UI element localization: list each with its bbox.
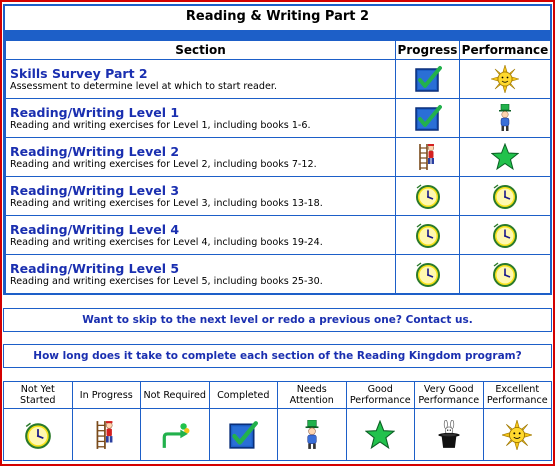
page-title: Reading & Writing Part 2 — [185, 9, 370, 24]
section-description: Assessment to determine level at which to start reader. — [10, 80, 277, 92]
performance-cell — [460, 216, 551, 255]
clock-icon — [414, 186, 442, 205]
legend-label: Good Performance — [346, 382, 415, 409]
section-title-link[interactable]: Reading/Writing Level 5 — [10, 260, 180, 276]
legend-label: Very Good Performance — [415, 382, 484, 409]
green-star-icon — [491, 147, 519, 166]
legend-icon-cell — [415, 409, 484, 461]
sections-panel — [3, 4, 552, 295]
section-title-link[interactable]: Skills Survey Part 2 — [10, 65, 148, 81]
performance-cell — [460, 99, 551, 138]
table-row — [6, 255, 551, 294]
table-row — [6, 60, 551, 99]
legend-label: In Progress — [72, 382, 141, 409]
section-cell — [6, 99, 396, 138]
legend-icon-cell — [278, 409, 347, 461]
man-green-hat-icon — [297, 424, 327, 443]
table-row — [6, 99, 551, 138]
legend-label: Not Yet Started — [4, 382, 73, 409]
section-cell — [6, 60, 396, 99]
performance-cell — [460, 60, 551, 99]
section-description: Reading and writing exercises for Level 1, including books 1-6. — [10, 119, 311, 131]
legend-label: Needs Attention — [278, 382, 347, 409]
legend-icon-cell — [4, 409, 73, 461]
section-description: Reading and writing exercises for Level 5, including books 25-30. — [10, 275, 323, 287]
progress-cell — [396, 216, 460, 255]
header-performance: Performance — [460, 41, 551, 60]
clock-icon — [491, 225, 519, 244]
ladder-climber-icon — [414, 147, 442, 166]
skip-arrow-icon — [160, 424, 190, 443]
section-cell — [6, 216, 396, 255]
checkbox-checked-icon — [414, 108, 442, 127]
legend-label: Completed — [209, 382, 278, 409]
title-divider — [5, 30, 550, 40]
legend-icon-cell — [141, 409, 210, 461]
legend-icon-cell — [483, 409, 552, 461]
duration-link[interactable]: How long does it take to complete each section of the Reading Kingdom program? — [33, 350, 522, 362]
performance-cell — [460, 177, 551, 216]
section-description: Reading and writing exercises for Level 2, including books 7-12. — [10, 158, 317, 170]
progress-cell — [396, 255, 460, 294]
legend-icon-cell — [72, 409, 141, 461]
legend-label: Not Required — [141, 382, 210, 409]
progress-cell — [396, 99, 460, 138]
checkbox-checked-icon — [414, 69, 442, 88]
status-legend — [3, 381, 552, 461]
sun-icon — [502, 424, 532, 443]
performance-cell — [460, 138, 551, 177]
contact-link[interactable]: Want to skip to the next level or redo a previous one? Contact us. — [82, 314, 473, 326]
table-row — [6, 216, 551, 255]
performance-cell — [460, 255, 551, 294]
clock-icon — [414, 225, 442, 244]
table-row — [6, 177, 551, 216]
green-star-icon — [365, 424, 395, 443]
clock-icon — [23, 424, 53, 443]
ladder-climber-icon — [91, 424, 121, 443]
contact-link-box — [3, 308, 552, 332]
section-title-link[interactable]: Reading/Writing Level 2 — [10, 143, 180, 159]
section-title-link[interactable]: Reading/Writing Level 3 — [10, 182, 180, 198]
clock-icon — [414, 264, 442, 283]
legend-icon-cell — [209, 409, 278, 461]
section-cell — [6, 138, 396, 177]
section-cell — [6, 255, 396, 294]
legend-icon-cell — [346, 409, 415, 461]
sections-table — [5, 40, 551, 294]
magic-hat-rabbit-icon — [434, 424, 464, 443]
section-cell — [6, 177, 396, 216]
checkbox-checked-icon — [228, 424, 258, 443]
sun-icon — [491, 69, 519, 88]
clock-icon — [491, 264, 519, 283]
progress-cell — [396, 177, 460, 216]
progress-cell — [396, 138, 460, 177]
section-title-link[interactable]: Reading/Writing Level 1 — [10, 104, 180, 120]
section-description: Reading and writing exercises for Level 4, including books 19-24. — [10, 236, 323, 248]
clock-icon — [491, 186, 519, 205]
header-progress: Progress — [396, 41, 460, 60]
header-section: Section — [6, 41, 396, 60]
table-header-row — [6, 41, 551, 60]
duration-link-box — [3, 344, 552, 368]
table-row — [6, 138, 551, 177]
legend-label: Excellent Performance — [483, 382, 552, 409]
man-green-hat-icon — [491, 108, 519, 127]
section-title-link[interactable]: Reading/Writing Level 4 — [10, 221, 180, 237]
progress-cell — [396, 60, 460, 99]
section-description: Reading and writing exercises for Level 3, including books 13-18. — [10, 197, 323, 209]
